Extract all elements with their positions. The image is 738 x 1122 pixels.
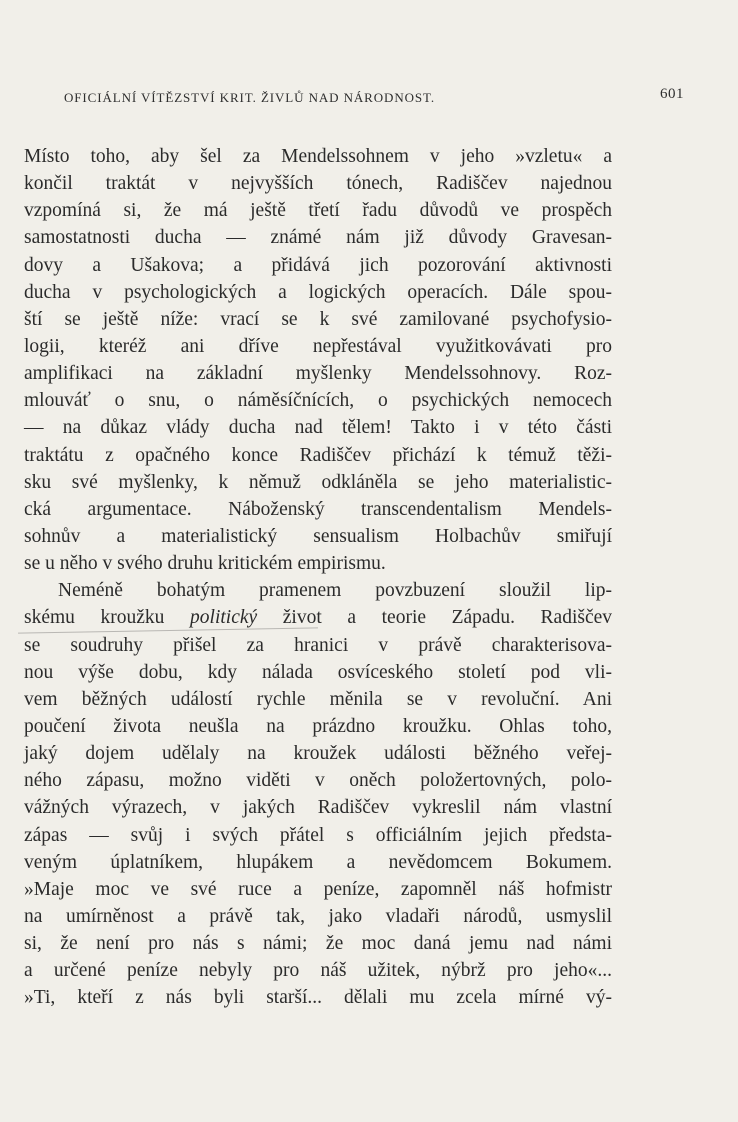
text-line: poučení života neušla na prázdno kroužku. Ohlas toho, — [24, 715, 612, 737]
text-line: končil traktát v nejvyšších tónech, Radiščev najednou — [24, 173, 612, 195]
text-line: na umírněnost a právě tak, jako vladaři národů, usmyslil — [24, 905, 612, 927]
running-title: OFICIÁLNÍ VÍTĚZSTVÍ KRIT. ŽIVLŮ NAD NÁRODNOST. — [64, 90, 436, 105]
text-line: se soudruhy přišel za hranici v právě charakterisova- — [24, 634, 612, 656]
text-line: vem běžných událostí rychle měnila se v revoluční. Ani — [24, 688, 612, 710]
text-line: sohnův a materialistický sensualism Holbachův smiřují — [24, 525, 612, 547]
paragraph-start-line: Neméně bohatým pramenem povzbuzení sloužil lip- — [58, 580, 612, 602]
text-line: amplifikaci na základní myšlenky Mendelssohnovy. Roz- — [24, 363, 612, 385]
text-line: ští se ještě níže: vrací se k své zamilované psychofysio- — [24, 308, 612, 330]
text-line: cká argumentace. Náboženský transcendentalism Mendels- — [24, 498, 612, 520]
text-line: »Ti, kteří z nás byli starší... dělali mu zcela mírné vý- — [24, 987, 612, 1009]
text-line: nou výše dobu, kdy nálada osvíceského století pod vli- — [24, 661, 612, 683]
text-line: a určené peníze nebyly pro náš užitek, nýbrž pro jeho«... — [24, 960, 612, 982]
text-line: si, že není pro nás s námi; že moc daná jemu nad námi — [24, 933, 612, 955]
italic-word: politický — [190, 607, 258, 629]
text-line: vzpomíná si, že má ještě třetí řadu důvodů ve prospěch — [24, 200, 612, 222]
text-line: zápas — svůj i svých přátel s officiálním jejich předsta- — [24, 824, 612, 846]
text-line: Místo toho, aby šel za Mendelssohnem v jeho »vzletu« a — [24, 146, 612, 167]
text-line-with-italic — [24, 604, 612, 631]
text-line: logii, kteréž ani dříve nepřestával využitkovávati pro — [24, 335, 612, 357]
text-line: ducha v psychologických a logických operacích. Dále spou- — [24, 281, 612, 303]
text-fragment: skému kroužku — [24, 607, 165, 629]
text-line: vážných výrazech, v jakých Radiščev vykreslil nám vlastní — [24, 797, 612, 819]
page-number: 601 — [660, 86, 684, 102]
text-line: jaký dojem udělaly na kroužek události běžného veřej- — [24, 743, 612, 765]
text-line: veným úplatníkem, hlupákem a nevědomcem Bokumem. — [24, 851, 612, 873]
text-line: dovy a Ušakova; a přidává jich pozorování aktivnosti — [24, 254, 612, 276]
text-fragment: život a teorie Západu. Radiščev — [282, 607, 613, 629]
text-line: — na důkaz vlády ducha nad tělem! Takto i v této části — [24, 417, 612, 439]
text-line: samostatnosti ducha — známé nám již důvody Gravesan- — [24, 227, 612, 249]
text-line: ného zápasu, možno viděti v oněch položertovných, polo- — [24, 770, 612, 792]
text-line: sku své myšlenky, k němuž odkláněla se jeho materialistic- — [24, 471, 612, 493]
body-text — [24, 143, 612, 1012]
text-line: traktátu z opačného konce Radiščev přichází k témuž těži- — [24, 444, 612, 466]
text-line: »Maje moc ve své ruce a peníze, zapomněl náš hofmistr — [24, 878, 612, 900]
text-line: se u něho v svého druhu kritickém empirismu. — [24, 553, 386, 575]
text-line: mlouváť o snu, o náměsíčnících, o psychických nemocech — [24, 390, 612, 412]
